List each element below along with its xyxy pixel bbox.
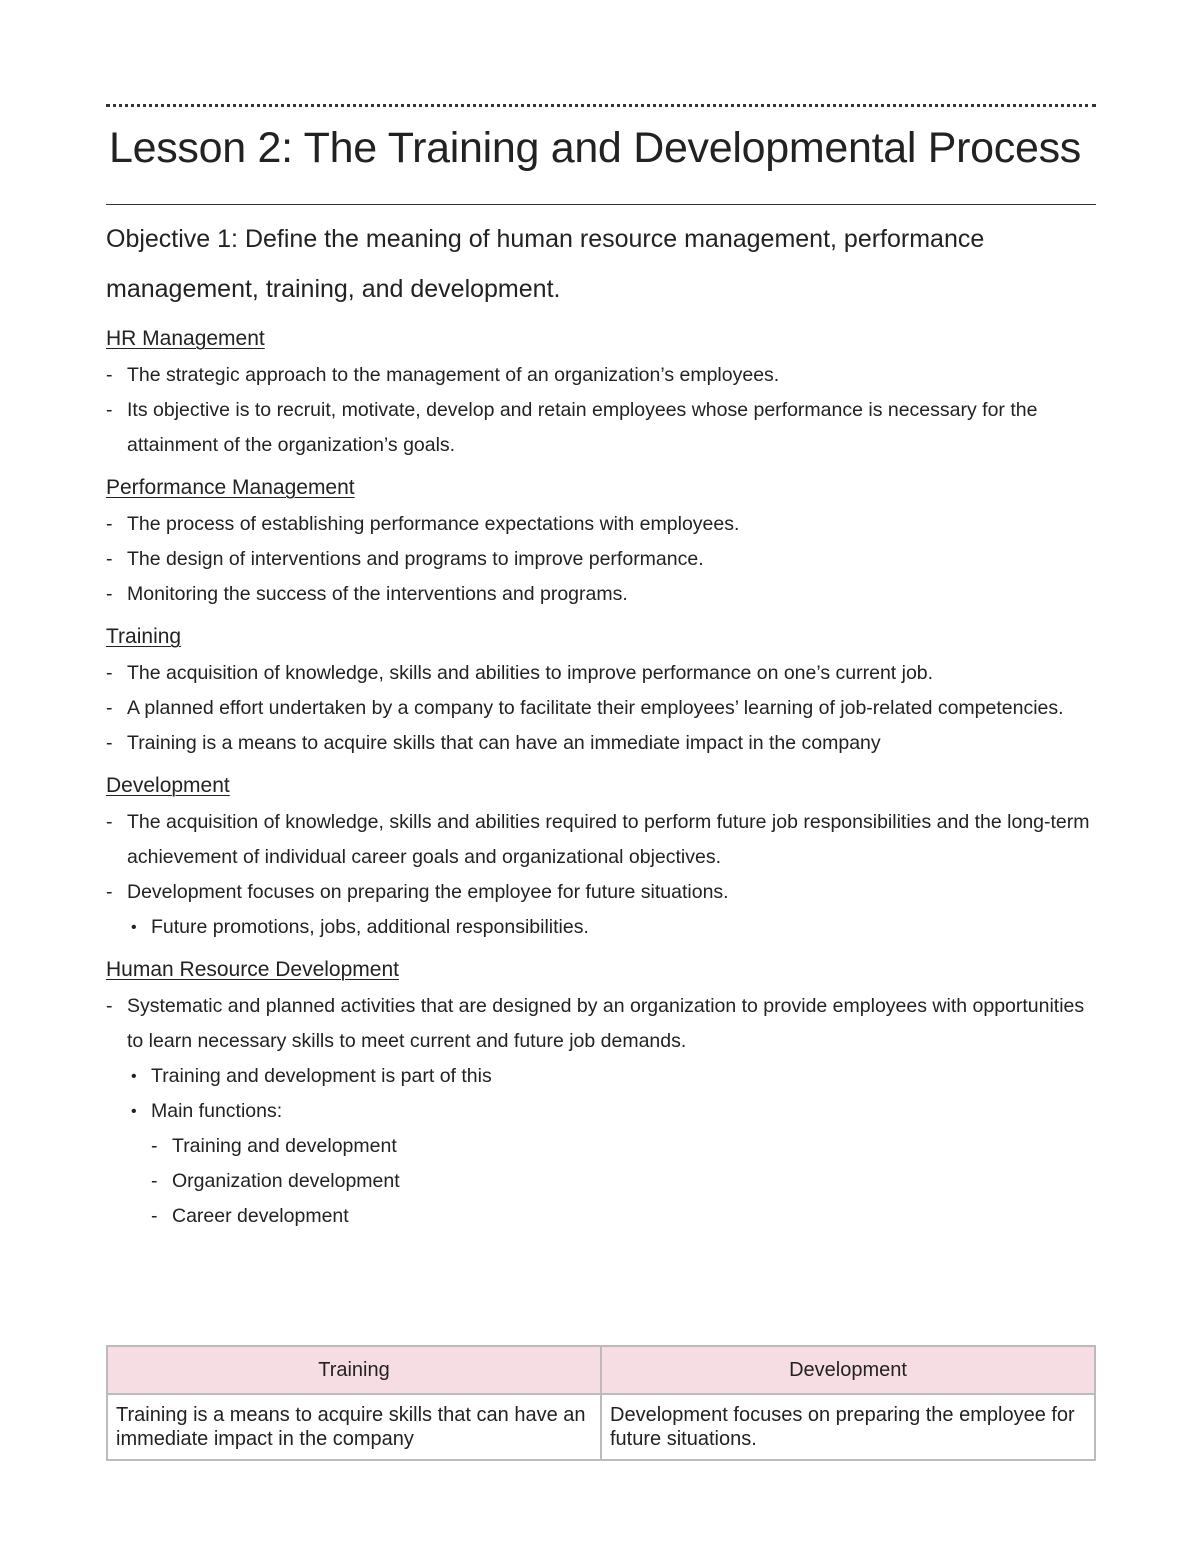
list-item: - The process of establishing performance expectations with employees. bbox=[106, 507, 1096, 542]
list-item: - The acquisition of knowledge, skills and abilities required to perform future job responsibilities and the long-term achievement of individual career goals and organizational objectives. bbox=[106, 805, 1096, 875]
dash-list bbox=[106, 656, 1096, 761]
list-item: - Monitoring the success of the interventions and programs. bbox=[106, 577, 1096, 612]
objective-text: Objective 1: Define the meaning of human resource management, performance management, training, and development. bbox=[106, 225, 985, 303]
table-header-development: Development bbox=[601, 1346, 1095, 1394]
dash-list bbox=[106, 507, 1096, 612]
bullet-item: • Future promotions, jobs, additional responsibilities. bbox=[127, 910, 1096, 945]
list-item-text: Systematic and planned activities that are designed by an organization to provide employees with opportunities to learn necessary skills to meet current and future job demands. bbox=[127, 995, 1085, 1052]
table-header-training: Training bbox=[107, 1346, 601, 1394]
list-item: - The design of interventions and programs to improve performance. bbox=[106, 542, 1096, 577]
section-heading: HR Management bbox=[106, 327, 265, 350]
section-hr-management bbox=[106, 322, 1096, 463]
section-performance-management bbox=[106, 471, 1096, 612]
dotted-divider bbox=[106, 104, 1096, 107]
bullet-item bbox=[127, 1094, 1096, 1234]
section-heading: Performance Management bbox=[106, 476, 355, 499]
list-item: - Training is a means to acquire skills that can have an immediate impact in the company bbox=[106, 726, 1096, 761]
table-row bbox=[107, 1394, 1095, 1460]
bullet-item: • Training and development is part of this bbox=[127, 1059, 1096, 1094]
function-item: - Career development bbox=[151, 1199, 1096, 1234]
section-heading: Human Resource Development bbox=[106, 958, 399, 981]
bullet-list bbox=[127, 1059, 1096, 1234]
function-item: - Training and development bbox=[151, 1129, 1096, 1164]
table-header-row bbox=[107, 1346, 1095, 1394]
table-cell: Training is a means to acquire skills that can have an immediate impact in the company bbox=[107, 1394, 601, 1460]
list-item bbox=[106, 989, 1096, 1234]
section-development bbox=[106, 769, 1096, 945]
comparison-table bbox=[106, 1345, 1096, 1461]
page-title: Lesson 2: The Training and Developmental Process bbox=[109, 124, 1081, 172]
section-heading: Training bbox=[106, 625, 182, 648]
section-training bbox=[106, 620, 1096, 761]
list-item bbox=[106, 875, 1096, 945]
title-underline bbox=[106, 204, 1096, 205]
list-item-text: Development focuses on preparing the employee for future situations. bbox=[127, 881, 729, 903]
bullet-list bbox=[127, 910, 1096, 945]
list-item: - The acquisition of knowledge, skills and abilities to improve performance on one’s current job. bbox=[106, 656, 1096, 691]
list-item: - The strategic approach to the management of an organization’s employees. bbox=[106, 358, 1096, 393]
functions-list bbox=[151, 1129, 1096, 1234]
list-item: - A planned effort undertaken by a company to facilitate their employees’ learning of job-related competencies. bbox=[106, 691, 1096, 726]
notes-content bbox=[106, 322, 1096, 1234]
dash-list bbox=[106, 358, 1096, 463]
bullet-item-text: Main functions: bbox=[151, 1100, 283, 1122]
list-item: - Its objective is to recruit, motivate, develop and retain employees whose performance is necessary for the attainment of the organization’s goals. bbox=[106, 393, 1096, 463]
function-item: - Organization development bbox=[151, 1164, 1096, 1199]
section-heading: Development bbox=[106, 774, 230, 797]
table-cell: Development focuses on preparing the employee for future situations. bbox=[601, 1394, 1095, 1460]
section-human-resource-development bbox=[106, 953, 1096, 1234]
dash-list bbox=[106, 805, 1096, 945]
dash-list bbox=[106, 989, 1096, 1234]
